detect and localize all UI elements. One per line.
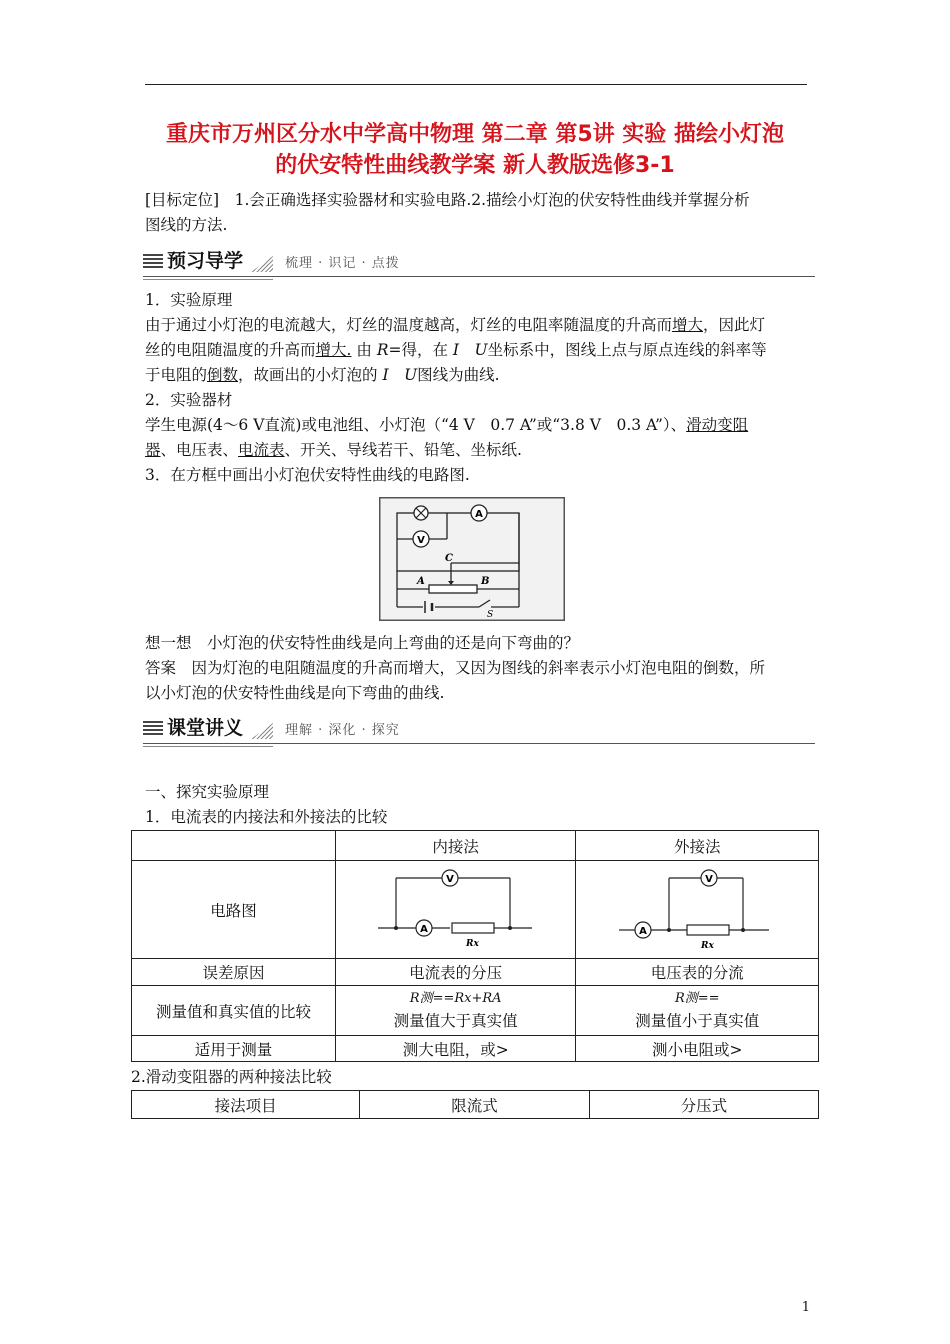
row-label-use: 适用于测量 xyxy=(132,1036,336,1062)
section-subtitle: 梳理 · 识记 · 点拨 xyxy=(285,256,400,271)
equipment-heading: 2．实验器材 xyxy=(145,391,233,409)
think-answer-line-2: 以小灯泡的伏安特性曲线是向下弯曲的曲线. xyxy=(145,684,445,702)
inner-circuit-cell xyxy=(335,861,576,959)
outer-formula: R测== xyxy=(674,990,720,1006)
table2-header-item: 接法项目 xyxy=(132,1091,360,1119)
equipment-line-2: 器、电压表、电流表、开关、导线若干、铅笔、坐标纸. xyxy=(145,441,522,459)
explore-sub-2: 2.滑动变阻器的两种接法比较 xyxy=(131,1068,332,1086)
outer-compare-text: 测量值小于真实值 xyxy=(635,1011,760,1030)
voltmeter-label: V xyxy=(417,535,425,546)
row-label-compare: 测量值和真实值的比较 xyxy=(132,986,336,1036)
label-c: C xyxy=(445,553,453,564)
section-bars-icon xyxy=(143,254,163,270)
section-triangle-icon xyxy=(251,723,273,739)
doc-title-line-1: 重庆市万州区分水中学高中物理 第二章 第5讲 实验 描绘小灯泡 xyxy=(166,122,784,147)
outer-circuit-cell xyxy=(576,861,819,959)
think-answer-line-1: 答案 因为灯泡的电阻随温度的升高而增大，又因为图线的斜率表示小灯泡电阻的倒数，所 xyxy=(145,659,766,677)
inner-compare-cell xyxy=(335,986,576,1036)
label-b: B xyxy=(481,576,490,587)
inner-use-cell: 测大电阻，或> xyxy=(335,1036,576,1062)
table2-header-limit: 限流式 xyxy=(360,1091,589,1119)
ammeter-label: A xyxy=(475,509,483,520)
inner-formula: R测==Rx+RA xyxy=(409,990,502,1006)
section-subtitle: 理解 · 深化 · 探究 xyxy=(285,723,400,738)
top-rule xyxy=(145,84,807,85)
section-header-preview xyxy=(143,248,815,278)
voltmeter-label: V xyxy=(445,873,454,885)
circuit-task-heading: 3．在方框中画出小灯泡伏安特性曲线的电路图. xyxy=(145,466,470,484)
outer-connection-diagram xyxy=(617,866,777,950)
section-header-lecture xyxy=(143,715,815,745)
principle-line-2: 丝的电阻随温度的升高而增大. 由 R=得，在 I U坐标系中，图线上点与原点连线的斜率等 xyxy=(145,341,767,359)
page-number: 1 xyxy=(801,1300,810,1315)
outer-compare-cell xyxy=(576,986,819,1036)
section-triangle-icon xyxy=(251,256,273,272)
inner-error-cell: 电流表的分压 xyxy=(335,959,576,986)
principle-line-1: 由于通过小灯泡的电流越大，灯丝的温度越高，灯丝的电阻率随温度的升高而增大，因此灯 xyxy=(145,316,766,334)
section-title: 课堂讲义 xyxy=(167,717,244,739)
row-label-circuit: 电路图 xyxy=(132,861,336,959)
inner-connection-diagram xyxy=(376,866,536,950)
table-header-empty xyxy=(132,831,336,861)
inner-compare-text: 测量值大于真实值 xyxy=(393,1011,518,1030)
table-header-inner: 内接法 xyxy=(335,831,576,861)
equipment-line-1: 学生电源(4～6 V直流)或电池组、小灯泡（“4 V 0.7 A”或“3.8 V 0.3 A”）、滑动变阻 xyxy=(145,416,749,434)
rheostat-connection-table xyxy=(131,1090,819,1119)
explore-heading: 一、探究实验原理 xyxy=(145,783,270,801)
resistor-icon xyxy=(687,925,729,935)
think-question: 想一想 小灯泡的伏安特性曲线是向上弯曲的还是向下弯曲的？ xyxy=(145,634,580,652)
explore-sub-1: 1．电流表的内接法和外接法的比较 xyxy=(145,808,388,826)
table2-header-divider: 分压式 xyxy=(589,1091,818,1119)
label-a: A xyxy=(417,576,425,587)
lamp-circuit-diagram xyxy=(379,497,565,621)
outer-use-cell: 测小电阻或> xyxy=(576,1036,819,1062)
outer-error-cell: 电压表的分流 xyxy=(576,959,819,986)
principle-line-3: 于电阻的倒数，故画出的小灯泡的 I U图线为曲线. xyxy=(145,366,500,384)
voltmeter-label: V xyxy=(705,873,714,885)
table-header-outer: 外接法 xyxy=(576,831,819,861)
goals-line-2: 图线的方法. xyxy=(145,216,228,234)
resistor-icon xyxy=(452,923,494,933)
resistor-label: Rx xyxy=(465,938,479,949)
label-s: S xyxy=(487,610,494,620)
row-label-error: 误差原因 xyxy=(132,959,336,986)
principle-heading: 1．实验原理 xyxy=(145,291,233,309)
doc-title-line-2: 的伏安特性曲线教学案 新人教版选修3-1 xyxy=(275,153,675,178)
resistor-label: Rx xyxy=(701,940,715,950)
section-bars-icon xyxy=(143,721,163,737)
ammeter-label: A xyxy=(419,923,428,935)
ammeter-label: A xyxy=(639,925,648,937)
section-title: 预习导学 xyxy=(167,250,244,272)
rheostat-icon xyxy=(429,585,477,593)
goals-line-1: [目标定位] 1.会正确选择实验器材和实验电路.2.描绘小灯泡的伏安特性曲线并掌握分析 xyxy=(145,191,750,209)
ammeter-connection-table xyxy=(131,830,819,1062)
